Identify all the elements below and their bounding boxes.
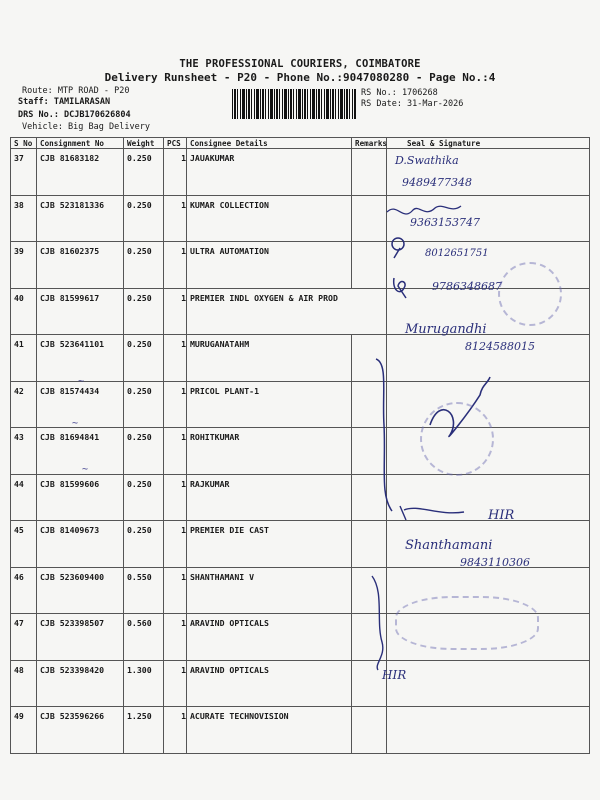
cell-sno: 39	[11, 242, 37, 289]
company-title: THE PROFESSIONAL COURIERS, COIMBATORE	[179, 58, 421, 70]
col-weight: Weight	[124, 138, 164, 149]
cell-remarks	[352, 242, 387, 289]
cell-consignment: CJB 523181336	[37, 195, 124, 242]
row42-tick-mark: ~	[78, 376, 85, 387]
cell-consignee: ROHITKUMAR	[187, 428, 352, 475]
cell-consignment: CJB 523641101	[37, 335, 124, 382]
cell-consignee: RAJKUMAR	[187, 474, 352, 521]
cell-weight: 0.250	[124, 474, 164, 521]
row43-tick-mark: ~	[72, 418, 79, 429]
cell-consignee: MURUGANATAHM	[187, 335, 352, 382]
cell-sno: 45	[11, 521, 37, 568]
row44-tick-mark: ~	[82, 464, 89, 475]
col-remarks: Remarks	[352, 138, 387, 149]
cell-sno: 46	[11, 567, 37, 614]
cell-pcs: 1	[164, 149, 187, 196]
cell-sno: 47	[11, 614, 37, 661]
signature-row41-phone: 8124588015	[465, 340, 535, 353]
cell-sno: 43	[11, 428, 37, 475]
cell-weight: 0.250	[124, 381, 164, 428]
cell-consignment: CJB 81683182	[37, 149, 124, 196]
cell-weight: 1.250	[124, 707, 164, 754]
cell-sno: 41	[11, 335, 37, 382]
col-pcs: PCS	[164, 138, 187, 149]
cell-sno: 48	[11, 660, 37, 707]
table-row	[11, 149, 590, 196]
cell-remarks	[352, 149, 387, 196]
signature-row37-name: D.Swathika	[395, 154, 459, 167]
table-row	[11, 660, 590, 707]
drs-label: DRS No.: DCJB170626804	[18, 110, 131, 120]
signature-row41-name: Murugandhi	[405, 322, 487, 337]
signature-row40-mark	[390, 274, 414, 300]
cell-pcs: 1	[164, 707, 187, 754]
cell-consignee: ARAVIND OPTICALS	[187, 660, 352, 707]
signature-row37-phone: 9489477348	[402, 176, 472, 189]
cell-pcs: 1	[164, 288, 187, 335]
cell-weight: 0.250	[124, 149, 164, 196]
cell-remarks	[352, 195, 387, 242]
cell-sno: 42	[11, 381, 37, 428]
cell-pcs: 1	[164, 474, 187, 521]
cell-consignment: CJB 523596266	[37, 707, 124, 754]
cell-consignment: CJB 81599606	[37, 474, 124, 521]
company-seal-top	[498, 262, 562, 326]
cell-consignment: CJB 81694841	[37, 428, 124, 475]
cell-sno: 38	[11, 195, 37, 242]
cell-consignee: SHANTHAMANI V	[187, 567, 352, 614]
cell-consignee: JAUAKUMAR	[187, 149, 352, 196]
col-consignment: Consignment No	[37, 138, 124, 149]
cell-pcs: 1	[164, 381, 187, 428]
rs-number: RS No.: 1706268	[361, 88, 438, 98]
table-row	[11, 195, 590, 242]
signature-row46-phone: 9843110306	[460, 556, 530, 569]
table-row	[11, 707, 590, 754]
route-label: Route: MTP ROAD - P20	[22, 86, 130, 96]
cell-consignment: CJB 81602375	[37, 242, 124, 289]
cell-sno: 37	[11, 149, 37, 196]
cell-consignee: ULTRA AUTOMATION	[187, 242, 352, 289]
signature-row45-scribble	[398, 500, 468, 524]
cell-pcs: 1	[164, 242, 187, 289]
cell-pcs: 1	[164, 567, 187, 614]
table-header-row	[11, 138, 590, 149]
cell-consignee: KUMAR COLLECTION	[187, 195, 352, 242]
company-seal-middle	[420, 402, 494, 476]
signature-row40-phone: 9786348687	[432, 280, 502, 293]
cell-weight: 0.250	[124, 242, 164, 289]
cell-sno: 40	[11, 288, 37, 335]
col-consignee: Consignee Details	[187, 138, 352, 149]
cell-consignment: CJB 81599617	[37, 288, 124, 335]
signature-row39-mark	[388, 234, 410, 260]
cell-pcs: 1	[164, 614, 187, 661]
cell-remarks	[352, 707, 387, 754]
cell-sno: 44	[11, 474, 37, 521]
cell-weight: 0.250	[124, 521, 164, 568]
signature-row45-mark: HIR	[488, 508, 515, 523]
cell-pcs: 1	[164, 521, 187, 568]
cell-weight: 1.300	[124, 660, 164, 707]
cell-weight: 0.250	[124, 335, 164, 382]
cell-pcs: 1	[164, 335, 187, 382]
col-sno: S No	[11, 138, 37, 149]
cell-remarks	[352, 521, 387, 568]
cell-signature	[387, 707, 590, 754]
rs-date: RS Date: 31-Mar-2026	[361, 99, 464, 109]
cell-pcs: 1	[164, 428, 187, 475]
barcode	[232, 89, 356, 119]
signature-row39-phone: 8012651751	[425, 248, 489, 259]
cell-weight: 0.550	[124, 567, 164, 614]
cell-consignee: PREMIER DIE CAST	[187, 521, 352, 568]
cell-weight: 0.560	[124, 614, 164, 661]
col-seal: Seal & Signature	[387, 138, 590, 149]
cell-sno: 49	[11, 707, 37, 754]
signature-row38-phone: 9363153747	[410, 216, 480, 229]
cell-consignment: CJB 81574434	[37, 381, 124, 428]
cell-consignee: ARAVIND OPTICALS	[187, 614, 352, 661]
cell-consignee: PREMIER INDL OXYGEN & AIR PROD	[187, 288, 387, 335]
signature-row46-name: Shanthamani	[405, 538, 493, 553]
cell-weight: 0.250	[124, 428, 164, 475]
cell-consignee: ACURATE TECHNOVISION	[187, 707, 352, 754]
cell-consignee: PRICOL PLANT-1	[187, 381, 352, 428]
vehicle-label: Vehicle: Big Bag Delivery	[22, 122, 150, 132]
cell-consignment: CJB 523398507	[37, 614, 124, 661]
cell-pcs: 1	[164, 660, 187, 707]
cell-consignment: CJB 523398420	[37, 660, 124, 707]
cell-consignment: CJB 81409673	[37, 521, 124, 568]
runsheet-subtitle: Delivery Runsheet - P20 - Phone No.:9047080280 - Page No.:4	[104, 71, 496, 84]
cell-weight: 0.250	[124, 195, 164, 242]
staff-label: Staff: TAMILARASAN	[18, 97, 111, 107]
cell-consignment: CJB 523609400	[37, 567, 124, 614]
faded-stamp-row47-48	[395, 596, 539, 650]
signature-row49-mark: HIR	[382, 668, 407, 682]
cell-pcs: 1	[164, 195, 187, 242]
cell-weight: 0.250	[124, 288, 164, 335]
